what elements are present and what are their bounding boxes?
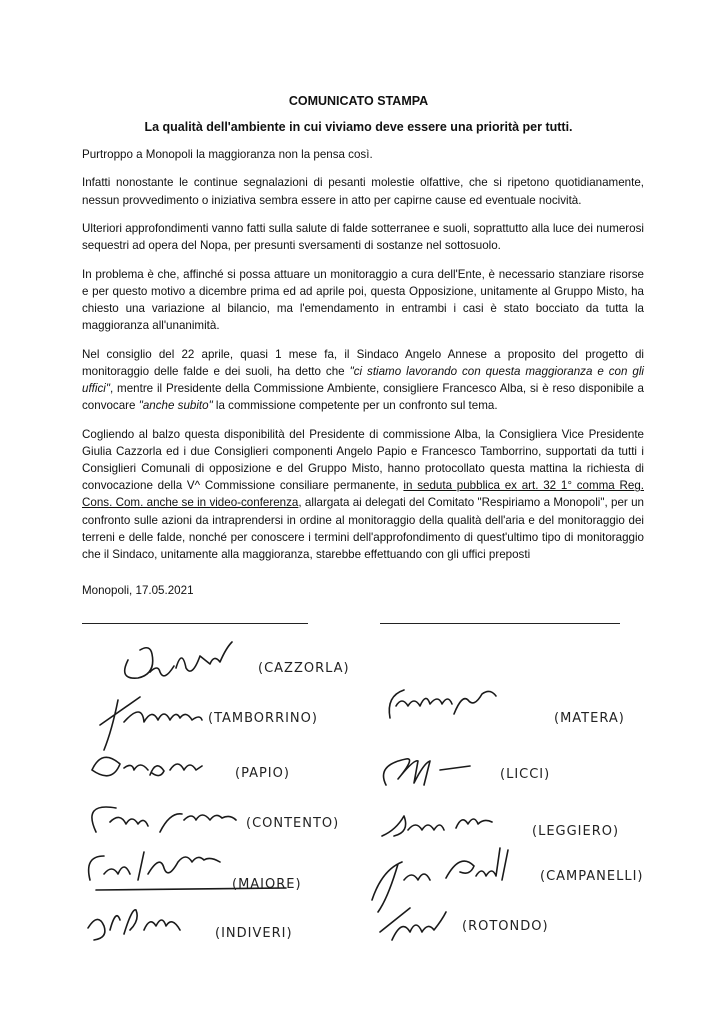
paragraph-2: Infatti nonostante le continue segnalazioni di pesanti molestie olfattive, che si ripetono quotidianamente, nessun provvedimento o iniziativa sembra essere in atto per capirne cause ed eventuale nocività.: [82, 176, 644, 207]
signature-scribble: [372, 848, 508, 912]
signatory-name-left: (CONTENTO): [246, 816, 340, 831]
signatory-name-right: (MATERA): [554, 711, 625, 726]
paragraph-5-text-b: , mentre il Presidente della Commissione Ambiente, consigliere Francesco Alba, si è reso disponibile a convocare: [82, 381, 644, 413]
paragraph-3: Ulteriori approfondimenti vanno fatti sulla salute di falde sotterranee e suoli, soprattutto alla luce dei numerosi sequestri ad opera del Nopa, per presunti sversamenti di sostanze nel sottosuolo.: [82, 221, 644, 253]
signature-scribble: [389, 690, 496, 718]
signatory-name-left: (MAIORE): [232, 877, 302, 892]
signatory-name-left: (PAPIO): [235, 766, 290, 781]
paragraph-6-text-a: Cogliendo al balzo questa disponibilità del Presidente di commissione Alba, la Consigliera Vice Presidente Giulia Cazzorla ed i due Consiglieri componenti Angelo Papio e Francesco Tamborrino, supportati da tutti i Consiglieri Comunali di opposizione e del Gruppo Misto, hanno protocollato questa mattina la richiesta di convocazione della V^ Commissione consiliare permanente,: [82, 427, 644, 493]
signatory-name-right: (ROTONDO): [462, 919, 549, 934]
signatory-name-right: (CAMPANELLI): [540, 869, 644, 884]
paragraph-5-text-a: Nel consiglio del 22 aprile, quasi 1 mese fa, il Sindaco Angelo Annese a proposito del progetto di monitoraggio delle falde e dei suoli, ha detto che: [82, 347, 644, 378]
signature-scribble: [380, 908, 446, 940]
signature-scribble: [125, 642, 232, 678]
signature-scribble: [384, 759, 471, 785]
signatory-name-right: (LEGGIERO): [532, 824, 620, 839]
public-session-underlined: in seduta pubblica ex art. 32 1° comma Reg. Cons. Com. anche se in video-conferenza: [82, 479, 644, 510]
president-quote: "anche subito": [138, 399, 213, 413]
document-title: COMUNICATO STAMPA: [288, 94, 429, 108]
signature-scribble: [88, 910, 180, 940]
signatory-name-left: (TAMBORRINO): [208, 711, 318, 726]
mayor-quote: "ci stiamo lavorando con questa maggioranza e con gli uffici": [82, 364, 645, 395]
paragraph-5-text-c: la commissione competente per un confronto sul tema.: [212, 399, 498, 413]
signature-scribble: [382, 816, 492, 836]
signatory-name-left: (INDIVERI): [215, 926, 293, 941]
signature-scribble: [92, 757, 202, 776]
signatory-name-right: (LICCI): [500, 767, 551, 782]
signatory-name-left: (CAZZORLA): [258, 661, 350, 676]
paragraph-6-text-b: , allargata ai delegati del Comitato "Respiriamo a Monopoli", per un confronto sulle azioni da intraprendersi in ordine al monitoraggio della qualità dell'aria e del monitoraggio dei terreni e delle falde, nonché per conoscere i termini dell'approfondimento di quest'ultimo tipo di monitoraggio che il Sindaco, unitamente alla maggioranza, starebbe effettuando con gli uffici preposti: [82, 496, 645, 561]
signature-scribble: [92, 807, 236, 832]
document-subtitle: La qualità dell'ambiente in cui viviamo deve essere una priorità per tutti.: [144, 120, 573, 134]
place-date: Monopoli, 17.05.2021: [82, 584, 194, 597]
paragraph-4: In problema è che, affinché si possa attuare un monitoraggio a cura dell'Ente, è necessario stanziare risorse e per questo motivo a dicembre prima ed ad aprile poi, questa Opposizione, unitamente al Gruppo Misto, ha chiesto una variazione al bilancio, ma l'emendamento in entrambi i casi è stato bocciato da tutta la maggioranza all'unanimità.: [82, 267, 644, 333]
signature-scribble: [100, 697, 202, 750]
paragraph-1: Purtroppo a Monopoli la maggioranza non la pensa così.: [82, 148, 373, 161]
